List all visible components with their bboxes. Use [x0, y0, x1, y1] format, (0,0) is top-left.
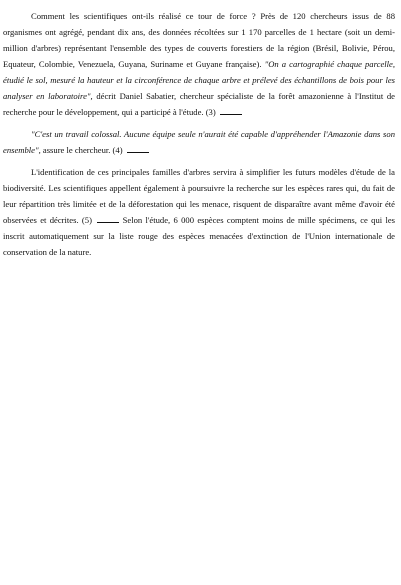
paragraph-3	[3, 164, 395, 260]
paragraph-3-continuation: Selon l'étude, 6 000 espèces comptent moins de mille spécimens, ce qui les inscrit automatiquement sur la liste rouge des espèces menacées d'extinction de l'Union internationale de conservation de la nature.	[3, 215, 395, 257]
paragraph-2-attribution: assure le chercheur. (4)	[42, 145, 123, 155]
paragraph-1-attribution: décrit Daniel Sabatier, chercheur spécialiste de la forêt amazonienne à l'Institut de recherche pour le développement, qui a participé à l'étude. (3)	[3, 91, 395, 117]
document-page	[3, 8, 395, 260]
paragraph-1-text: Comment les scientifiques ont-ils réalisé ce tour de force ? Près de 120 chercheurs issus de 88 organismes ont agrégé, pendant dix ans, des données récoltées sur 1 170 parcelles de 1 hectare (soit un demi-million d'arbres) représentant l'ensemble des types de couverts forestiers de la région (Brésil, Bolivie, Pérou, Equateur, Colombie, Venezuela, Guyana, Suriname et Guyane française).	[3, 11, 395, 69]
paragraph-1	[3, 8, 395, 120]
answer-blank-3[interactable]	[220, 105, 242, 115]
paragraph-1-quote: "On a cartographié chaque parcelle, étudié le sol, mesuré la hauteur et la circonférence de chaque arbre et prélevé des échantillons de bois pour les analyser en laboratoire",	[3, 59, 396, 101]
paragraph-2	[3, 126, 395, 158]
answer-blank-4[interactable]	[127, 143, 149, 153]
paragraph-2-quote: "C'est un travail colossal. Aucune équipe seule n'aurait été capable d'appréhender l'Amazonie dans son ensemble",	[3, 129, 395, 155]
answer-blank-5[interactable]	[97, 213, 119, 223]
paragraph-3-text: L'identification de ces principales familles d'arbres servira à simplifier les futurs modèles d'étude de la biodiversité. Les scientifiques appellent également à poursuivre la recherche sur les espèces rares qui, du fait de leur répartition très limitée et de la déforestation qui les menace, risquent de disparaître avant même d'avoir été observées et décrites. (5)	[3, 167, 395, 225]
